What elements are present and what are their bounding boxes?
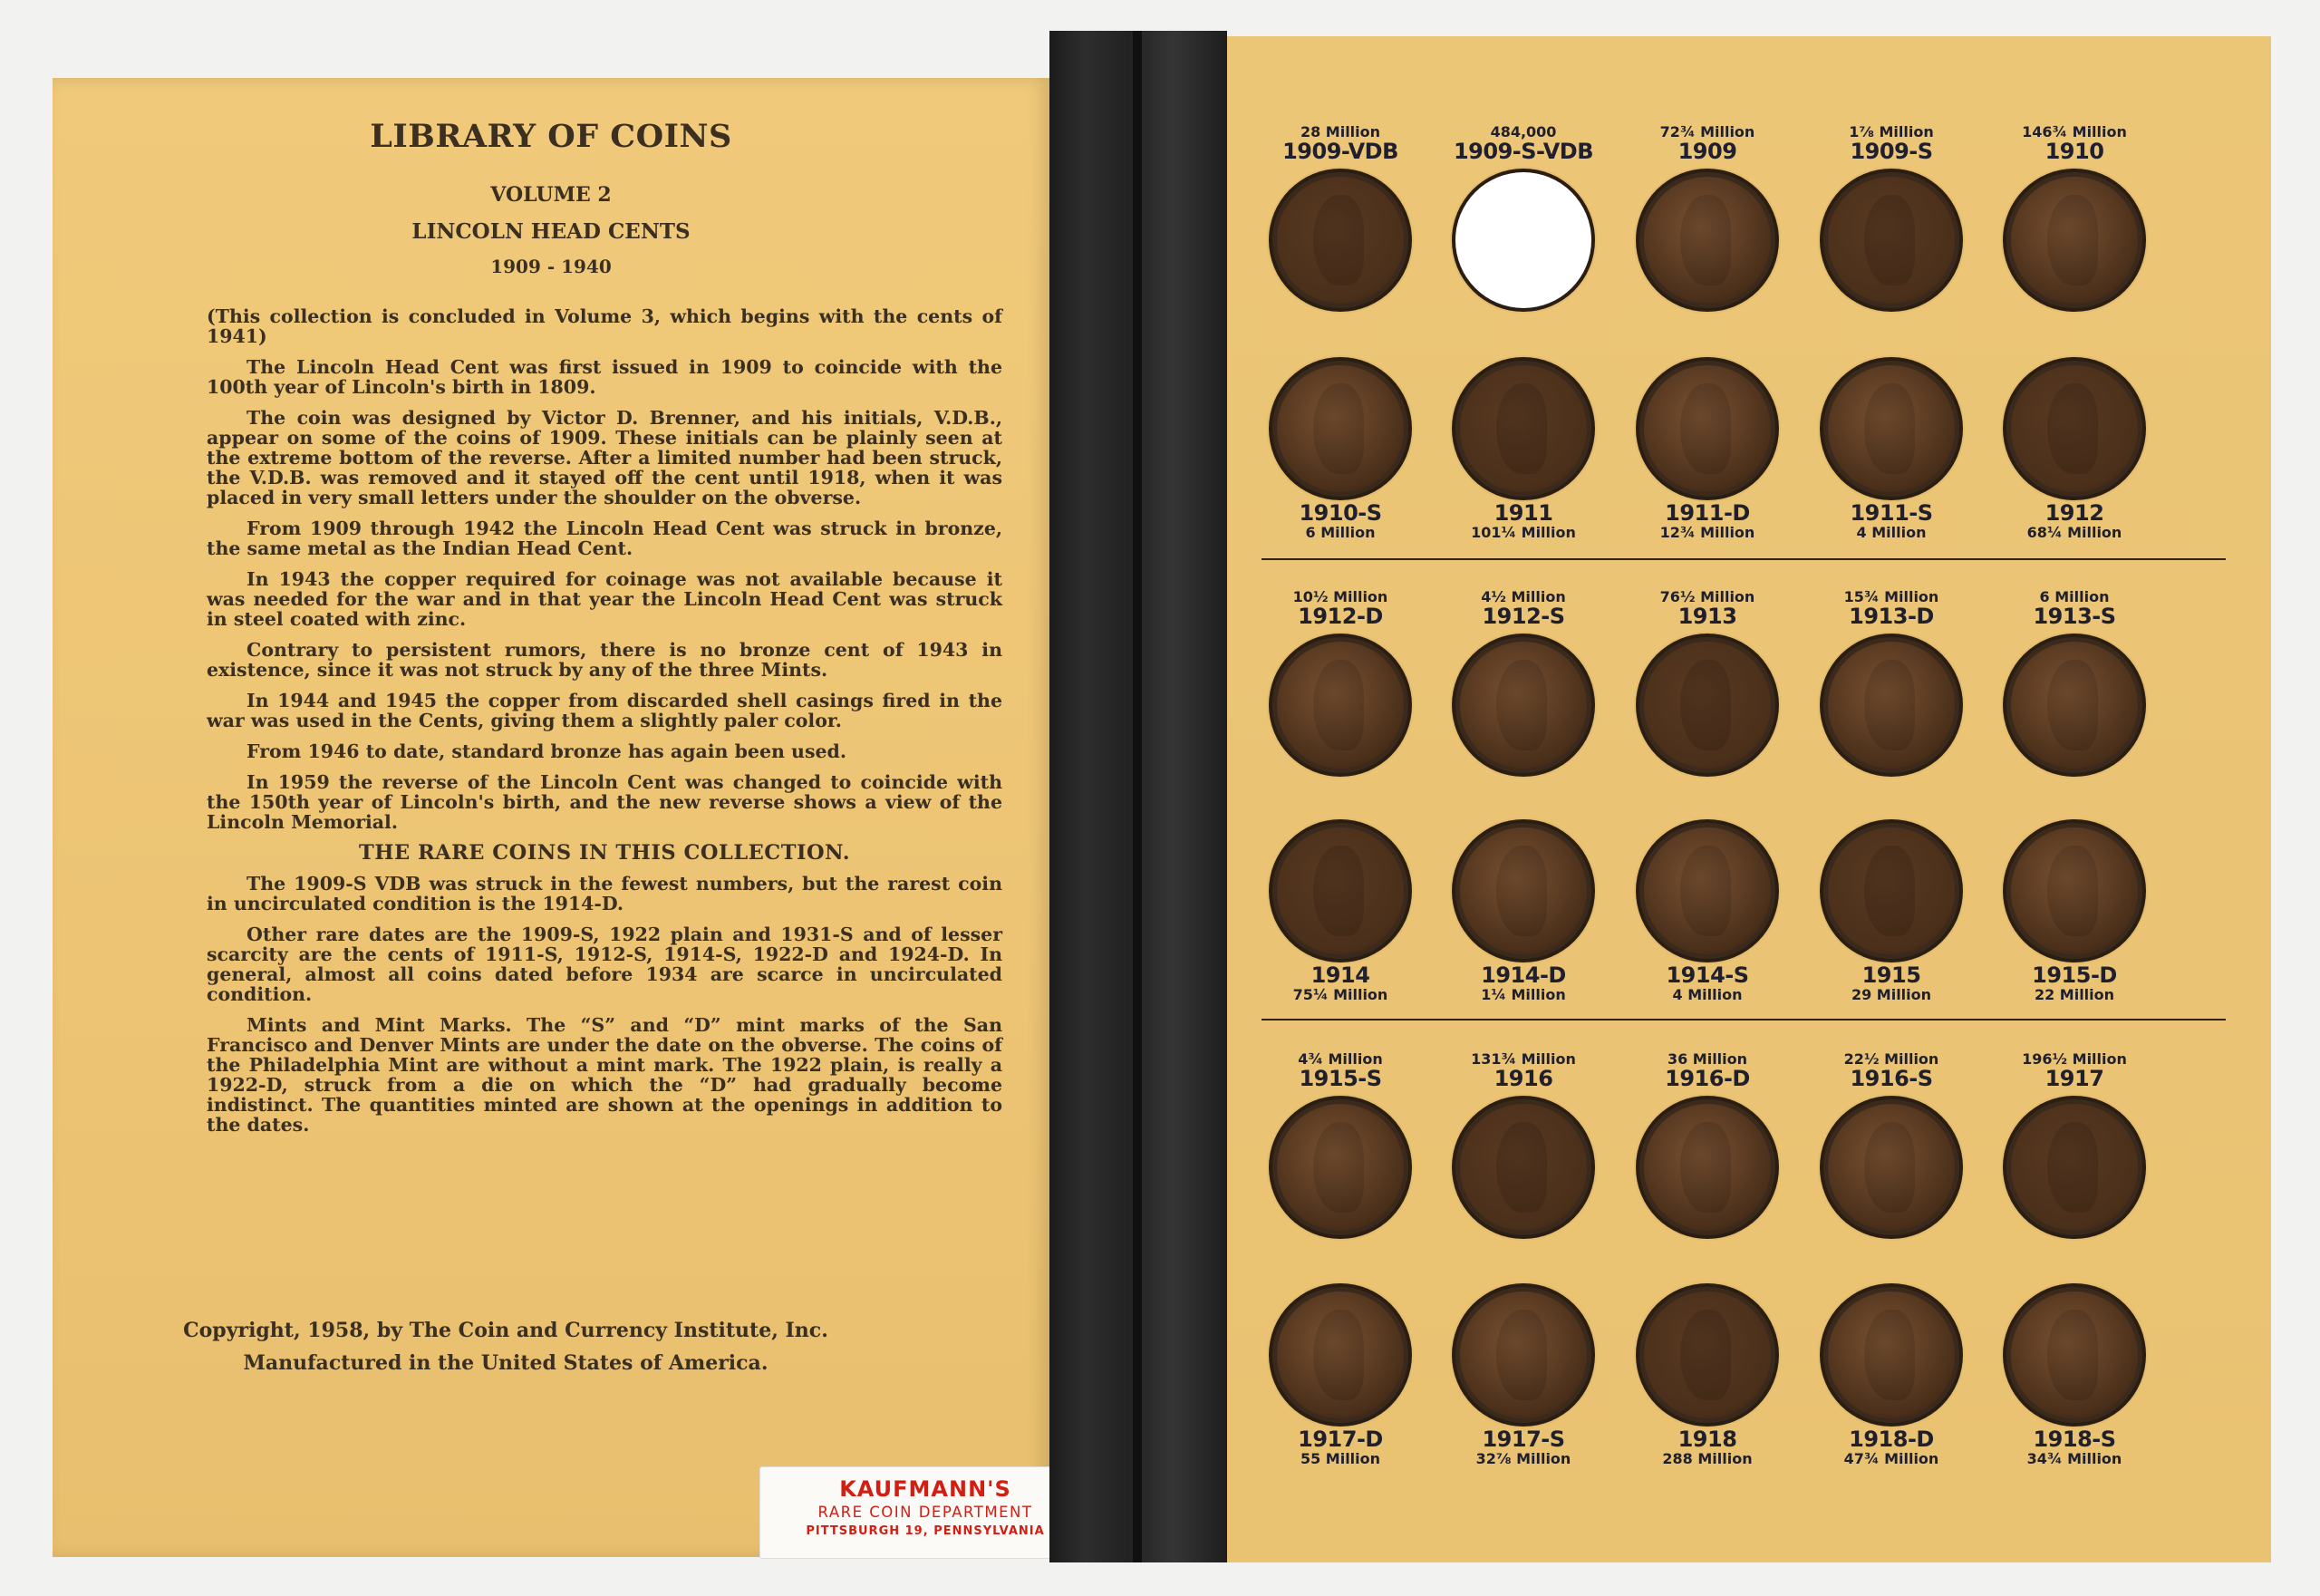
coin-slot — [1639, 1287, 1775, 1423]
dealer-department: RARE COIN DEPARTMENT — [817, 1504, 1033, 1521]
slot-label — [1805, 1051, 1977, 1090]
lincoln-cent-coin — [1828, 1291, 1955, 1418]
lincoln-cent-coin — [1277, 642, 1404, 769]
row-divider — [1262, 558, 2226, 560]
mintage-label: 10½ Million — [1292, 588, 1388, 605]
slot-label — [1621, 1427, 1793, 1466]
mintage-label: 196½ Million — [2022, 1050, 2127, 1068]
coin-slot — [1639, 823, 1775, 959]
mintage-label: 68¼ Million — [2026, 524, 2122, 541]
slot-label — [1437, 1051, 1610, 1090]
lincoln-cent-coin — [1460, 1104, 1587, 1231]
empty-coin-slot — [1455, 172, 1591, 308]
slot-label — [1988, 589, 2160, 628]
coin-slot — [1272, 172, 1408, 308]
coin-slot — [2006, 361, 2142, 497]
row-divider — [1262, 1019, 2226, 1020]
slot-label — [1254, 963, 1426, 1002]
slot-label — [1988, 1051, 2160, 1090]
lincoln-cent-coin — [2011, 177, 2138, 304]
mintage-label: 4 Million — [1856, 524, 1927, 541]
slot-label — [1621, 963, 1793, 1002]
paragraph: Other rare dates are the 1909-S, 1922 plain and 1931-S and of lesser scarcity are the cents of 1911-S, 1912-S, 1914-S, 1922-D and 1924-D. In general, almost all coins dated before 1934 are scarce in uncirculated condition. — [207, 924, 1002, 1005]
date-label: 1914-S — [1666, 962, 1749, 988]
series-title: LINCOLN HEAD CENTS — [411, 219, 691, 244]
lincoln-cent-coin — [1644, 1291, 1771, 1418]
mintage-label: 34¾ Million — [2026, 1450, 2122, 1467]
date-label: 1909-S — [1850, 139, 1933, 164]
coin-slot — [1272, 1099, 1408, 1235]
year-range: 1909 - 1940 — [490, 256, 612, 277]
date-label: 1918-S — [2033, 1427, 2116, 1452]
date-label: 1913-D — [1849, 604, 1934, 629]
mintage-label: 12¾ Million — [1659, 524, 1755, 541]
lincoln-cent-coin — [1644, 827, 1771, 954]
slot-label — [1621, 124, 1793, 163]
mintage-label: 15¾ Million — [1843, 588, 1939, 605]
lincoln-cent-coin — [1460, 1291, 1587, 1418]
date-label: 1915-D — [2032, 962, 2117, 988]
coin-slot — [1823, 823, 1959, 959]
mintage-label: 36 Million — [1667, 1050, 1748, 1068]
date-label: 1909 — [1677, 139, 1737, 164]
date-label: 1915 — [1861, 962, 1921, 988]
paragraph: In 1959 the reverse of the Lincoln Cent was changed to coincide with the 150th year of Lincoln's birth, and the new reverse shows a view of the Lincoln Memorial. — [207, 771, 1002, 833]
mintage-label: 288 Million — [1662, 1450, 1753, 1467]
mintage-label: 72¾ Million — [1659, 123, 1755, 140]
slot-label — [1621, 1051, 1793, 1090]
slot-label — [1437, 1427, 1610, 1466]
coin-slot — [2006, 1287, 2142, 1423]
date-label: 1911-S — [1850, 500, 1933, 526]
date-label: 1911 — [1494, 500, 1553, 526]
date-label: 1910 — [2044, 139, 2104, 164]
mintage-label: 76½ Million — [1659, 588, 1755, 605]
lincoln-cent-coin — [2011, 365, 2138, 492]
slot-label — [1254, 1051, 1426, 1090]
coin-slot — [1823, 361, 1959, 497]
coin-slot — [1823, 172, 1959, 308]
dealer-name: KAUFMANN'S — [839, 1476, 1011, 1502]
lincoln-cent-coin — [1644, 642, 1771, 769]
date-label: 1914-D — [1481, 962, 1566, 988]
date-label: 1909-S-VDB — [1453, 139, 1594, 164]
slot-label — [1621, 589, 1793, 628]
lincoln-cent-coin — [1644, 1104, 1771, 1231]
coin-slot — [2006, 637, 2142, 773]
date-label: 1917-D — [1298, 1427, 1383, 1452]
lincoln-cent-coin — [1460, 827, 1587, 954]
lincoln-cent-coin — [1828, 642, 1955, 769]
coin-slot — [2006, 823, 2142, 959]
paragraph: From 1909 through 1942 the Lincoln Head Cent was struck in bronze, the same metal as the Indian Head Cent. — [207, 517, 1002, 559]
date-label: 1914 — [1310, 962, 1370, 988]
slot-label — [1805, 963, 1977, 1002]
slot-label — [1805, 589, 1977, 628]
lincoln-cent-coin — [1644, 365, 1771, 492]
paragraph: In 1944 and 1945 the copper from discarded shell casings fired in the war was used in the Cents, giving them a slightly paler color. — [207, 690, 1002, 731]
lincoln-cent-coin — [1277, 1291, 1404, 1418]
slot-label — [1805, 501, 1977, 540]
coin-slot — [1455, 1287, 1591, 1423]
dealer-city: PITTSBURGH 19, PENNSYLVANIA — [806, 1524, 1045, 1538]
mintage-label: 55 Million — [1300, 1450, 1381, 1467]
mintage-label: 6 Million — [1305, 524, 1376, 541]
lincoln-cent-coin — [1828, 177, 1955, 304]
date-label: 1918 — [1677, 1427, 1737, 1452]
paragraph: In 1943 the copper required for coinage was not available because it was needed for the war and in that year the Lincoln Head Cent was struck in steel coated with zinc. — [207, 568, 1002, 630]
lincoln-cent-coin — [1644, 177, 1771, 304]
coin-slot — [1455, 1099, 1591, 1235]
album-title: LIBRARY OF COINS — [370, 118, 732, 155]
paragraph: The coin was designed by Victor D. Brenner, and his initials, V.D.B., appear on some of the coins of 1909. These initials can be plainly seen at the extreme bottom of the reverse. After a limited number had been struck, the V.D.B. was removed and it stayed off the cent until 1918, when it was placed in very small letters under the shoulder on the obverse. — [207, 407, 1002, 508]
paragraph: From 1946 to date, standard bronze has again been used. — [246, 740, 847, 762]
mintage-label: 22 Million — [2034, 986, 2115, 1003]
mintage-label: 28 Million — [1300, 123, 1381, 140]
coin-slot — [1639, 172, 1775, 308]
date-label: 1911-D — [1665, 500, 1750, 526]
paragraph: (This collection is concluded in Volume 3, which begins with the cents of 1941) — [207, 305, 1002, 347]
slot-label — [1988, 124, 2160, 163]
mintage-label: 32⅞ Million — [1475, 1450, 1571, 1467]
slot-label — [1254, 501, 1426, 540]
date-label: 1916 — [1494, 1066, 1553, 1091]
date-label: 1917 — [2044, 1066, 2104, 1091]
lincoln-cent-coin — [1828, 1104, 1955, 1231]
mintage-label: 101¼ Million — [1471, 524, 1576, 541]
mintage-label: 1¼ Million — [1481, 986, 1566, 1003]
lincoln-cent-coin — [2011, 827, 2138, 954]
mintage-label: 4½ Million — [1481, 588, 1566, 605]
date-label: 1918-D — [1849, 1427, 1934, 1452]
mintage-label: 4 Million — [1672, 986, 1743, 1003]
coin-slot — [1639, 1099, 1775, 1235]
date-label: 1917-S — [1482, 1427, 1565, 1452]
spine-fold — [1133, 31, 1142, 1562]
rare-coins-heading: THE RARE COINS IN THIS COLLECTION. — [358, 841, 851, 865]
slot-label — [1805, 1427, 1977, 1466]
copyright-line: Copyright, 1958, by The Coin and Currency Institute, Inc. — [183, 1319, 828, 1342]
mintage-label: 1⅞ Million — [1849, 123, 1934, 140]
coin-slot — [1272, 361, 1408, 497]
slot-label — [1805, 124, 1977, 163]
paragraph: Contrary to persistent rumors, there is no bronze cent of 1943 in existence, since it was not struck by any of the three Mints. — [207, 639, 1002, 681]
lincoln-cent-coin — [1277, 1104, 1404, 1231]
paragraph: The Lincoln Head Cent was first issued in 1909 to coincide with the 100th year of Lincoln's birth in 1809. — [207, 356, 1002, 398]
coin-slot — [1455, 361, 1591, 497]
slot-label — [1621, 501, 1793, 540]
slot-label — [1437, 589, 1610, 628]
left-page — [53, 78, 1049, 1557]
coin-slot — [1455, 637, 1591, 773]
mintage-label: 146¾ Million — [2022, 123, 2127, 140]
coin-slot — [1823, 1099, 1959, 1235]
coin-slot — [1823, 637, 1959, 773]
mintage-label: 22½ Million — [1843, 1050, 1939, 1068]
coin-slot — [1272, 823, 1408, 959]
slot-label — [1437, 501, 1610, 540]
slot-label — [1254, 124, 1426, 163]
date-label: 1913 — [1677, 604, 1737, 629]
dealer-sticker — [759, 1466, 1091, 1559]
coin-board-page — [1227, 36, 2271, 1562]
history-text — [207, 306, 1002, 1146]
lincoln-cent-coin — [1277, 365, 1404, 492]
mintage-label: 131¾ Million — [1471, 1050, 1576, 1068]
mintage-label: 4¾ Million — [1298, 1050, 1383, 1068]
coin-slot — [1272, 637, 1408, 773]
paragraph: Mints and Mint Marks. The “S” and “D” mint marks of the San Francisco and Denver Mints are under the date on the obverse. The coins of the Philadelphia Mint are without a mint mark. The 1922 plain, is really a 1922-D, struck from a die on which the “D” had gradually become indistinct. The quantities minted are shown at the openings in addition to the dates. — [207, 1014, 1002, 1136]
lincoln-cent-coin — [2011, 1291, 2138, 1418]
coin-slot — [1272, 1287, 1408, 1423]
lincoln-cent-coin — [1828, 365, 1955, 492]
slot-label — [1988, 1427, 2160, 1466]
slot-label — [1988, 963, 2160, 1002]
coin-slot — [1639, 361, 1775, 497]
coin-slot — [1455, 823, 1591, 959]
coin-slot — [1639, 637, 1775, 773]
date-label: 1916-D — [1665, 1066, 1750, 1091]
volume-label: VOLUME 2 — [490, 183, 612, 207]
date-label: 1912-S — [1482, 604, 1565, 629]
coin-slot — [1823, 1287, 1959, 1423]
lincoln-cent-coin — [1277, 827, 1404, 954]
mintage-label: 29 Million — [1851, 986, 1932, 1003]
slot-label — [1988, 501, 2160, 540]
lincoln-cent-coin — [1460, 642, 1587, 769]
date-label: 1909-VDB — [1282, 139, 1398, 164]
slot-label — [1254, 1427, 1426, 1466]
mintage-label: 484,000 — [1490, 123, 1557, 140]
mintage-label: 6 Million — [2039, 588, 2110, 605]
lincoln-cent-coin — [1828, 827, 1955, 954]
manufactured-line: Manufactured in the United States of America. — [243, 1351, 768, 1375]
coin-slot — [2006, 172, 2142, 308]
slot-label — [1437, 124, 1610, 163]
lincoln-cent-coin — [1460, 365, 1587, 492]
slot-label — [1254, 589, 1426, 628]
lincoln-cent-coin — [1277, 177, 1404, 304]
lincoln-cent-coin — [2011, 1104, 2138, 1231]
lincoln-cent-coin — [2011, 642, 2138, 769]
slot-label — [1437, 963, 1610, 1002]
date-label: 1912-D — [1298, 604, 1383, 629]
paragraph: The 1909-S VDB was struck in the fewest numbers, but the rarest coin in uncirculated condition is the 1914-D. — [207, 873, 1002, 914]
coin-slot — [2006, 1099, 2142, 1235]
date-label: 1916-S — [1850, 1066, 1933, 1091]
date-label: 1912 — [2044, 500, 2104, 526]
mintage-label: 75¼ Million — [1292, 986, 1388, 1003]
date-label: 1910-S — [1299, 500, 1382, 526]
date-label: 1915-S — [1299, 1066, 1382, 1091]
date-label: 1913-S — [2033, 604, 2116, 629]
mintage-label: 47¾ Million — [1843, 1450, 1939, 1467]
copyright-block — [53, 1314, 959, 1379]
